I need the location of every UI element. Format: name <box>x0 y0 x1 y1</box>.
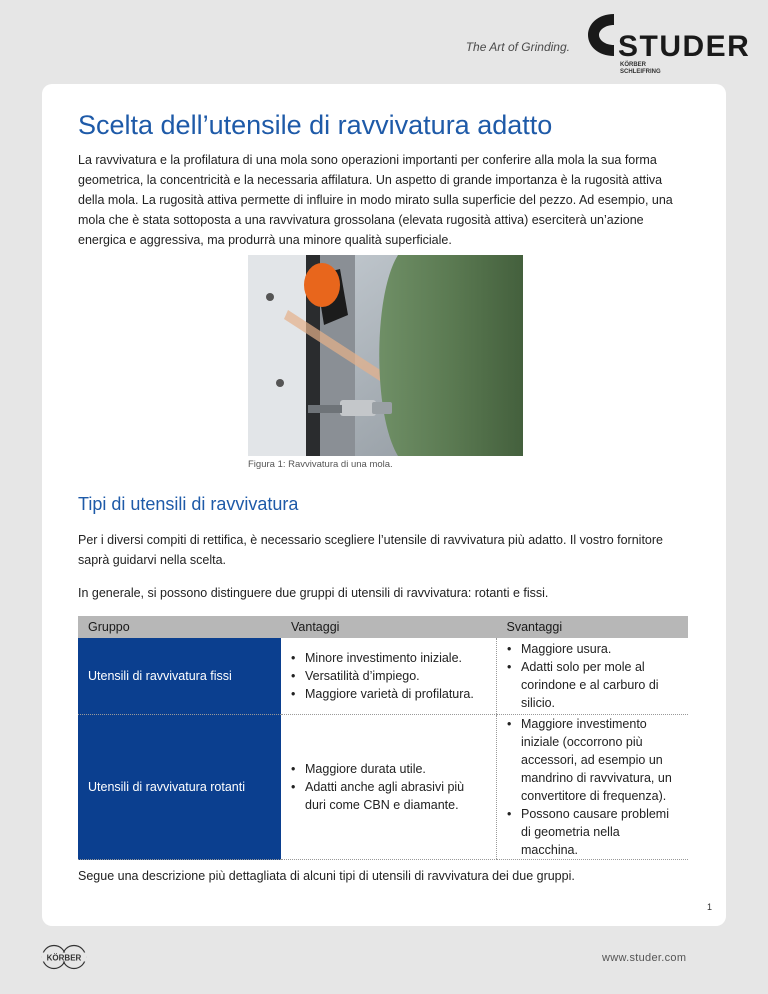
tagline: The Art of Grinding. <box>465 40 570 54</box>
figure-image <box>248 255 523 456</box>
pro-item: • Minore investimento iniziale. <box>305 649 488 667</box>
footer-url[interactable]: www.studer.com <box>602 952 687 964</box>
closing-paragraph: Segue una descrizione più dettagliata di alcuni tipi di utensili di ravvivatura dei due gruppi. <box>78 869 575 883</box>
page-number: 1 <box>706 902 712 912</box>
pro-item: • Adatti anche agli abrasivi più duri come CBN e diamante. <box>305 778 488 814</box>
korber-logo-mark <box>38 944 90 970</box>
dressing-photo <box>248 255 523 456</box>
table-row <box>78 715 688 860</box>
cons-cell <box>497 715 689 860</box>
con-item: • Possono causare problemi di geometria nella macchina. <box>521 805 680 859</box>
pro-item: • Maggiore varietà di profilatura. <box>305 685 488 703</box>
section-title: Tipi di utensili di ravvivatura <box>78 494 299 514</box>
pros-cell <box>281 638 497 715</box>
con-item: • Maggiore usura. <box>521 640 680 658</box>
header-svantaggi: Svantaggi <box>497 616 689 638</box>
brand-sub-line-1: KÖRBER <box>620 62 647 68</box>
korber-logo <box>38 944 90 970</box>
section-paragraph-1: Per i diversi compiti di rettifica, è necessario scegliere l’utensile di ravvivatura più adatto. Il vostro fornitore saprà guidarvi nella scelta. <box>78 533 663 567</box>
studer-logo-mark <box>584 12 618 58</box>
pro-item: • Maggiore durata utile. <box>305 760 488 778</box>
dressing-tools-table <box>78 616 688 860</box>
header-gruppo: Gruppo <box>78 616 281 638</box>
brand-name: STUDER <box>618 30 751 63</box>
pro-item: • Versatilità d’impiego. <box>305 667 488 685</box>
group-cell: Utensili di ravvivatura fissi <box>78 638 281 715</box>
con-item: • Maggiore investimento iniziale (occorrono più accessori, ad esempio un mandrino di ravvivatura, un convertitore di frequenza). <box>521 715 680 805</box>
pros-cell <box>281 715 497 860</box>
table-row <box>78 638 688 715</box>
figure-caption: Figura 1: Ravvivatura di una mola. <box>248 459 393 470</box>
studer-logo <box>584 12 751 82</box>
table-header-row <box>78 616 688 638</box>
intro-paragraph: La ravvivatura e la profilatura di una mola sono operazioni importanti per conferire alla mola la sua forma geometrica, la concentricità e la necessaria affilatura. Un aspetto di grande importanza è la rugosità attiva della mola. La rugosità attiva permette di influire in modo mirato sulla superficie del pezzo. Ad esempio, una mola che è stata sottoposta a una ravvivatura grossolana (elevata rugosità attiva) eserciterà un’azione energica e aggressiva, ma produrrà una minore qualità superficiale. <box>78 153 673 247</box>
section-paragraph-2: In generale, si possono distinguere due gruppi di utensili di ravvivatura: rotanti e fissi. <box>78 586 549 600</box>
page-title: Scelta dell’utensile di ravvivatura adatto <box>78 110 553 140</box>
brand-sub-line-2: SCHLEIFRING <box>620 69 661 75</box>
header-vantaggi: Vantaggi <box>281 616 497 638</box>
brand-sub <box>620 62 661 76</box>
footer-brand: KÖRBER <box>46 953 82 963</box>
con-item: • Adatti solo per mole al corindone e al carburo di silicio. <box>521 658 680 712</box>
content-card <box>42 84 726 926</box>
cons-cell <box>497 638 689 715</box>
group-cell: Utensili di ravvivatura rotanti <box>78 715 281 860</box>
